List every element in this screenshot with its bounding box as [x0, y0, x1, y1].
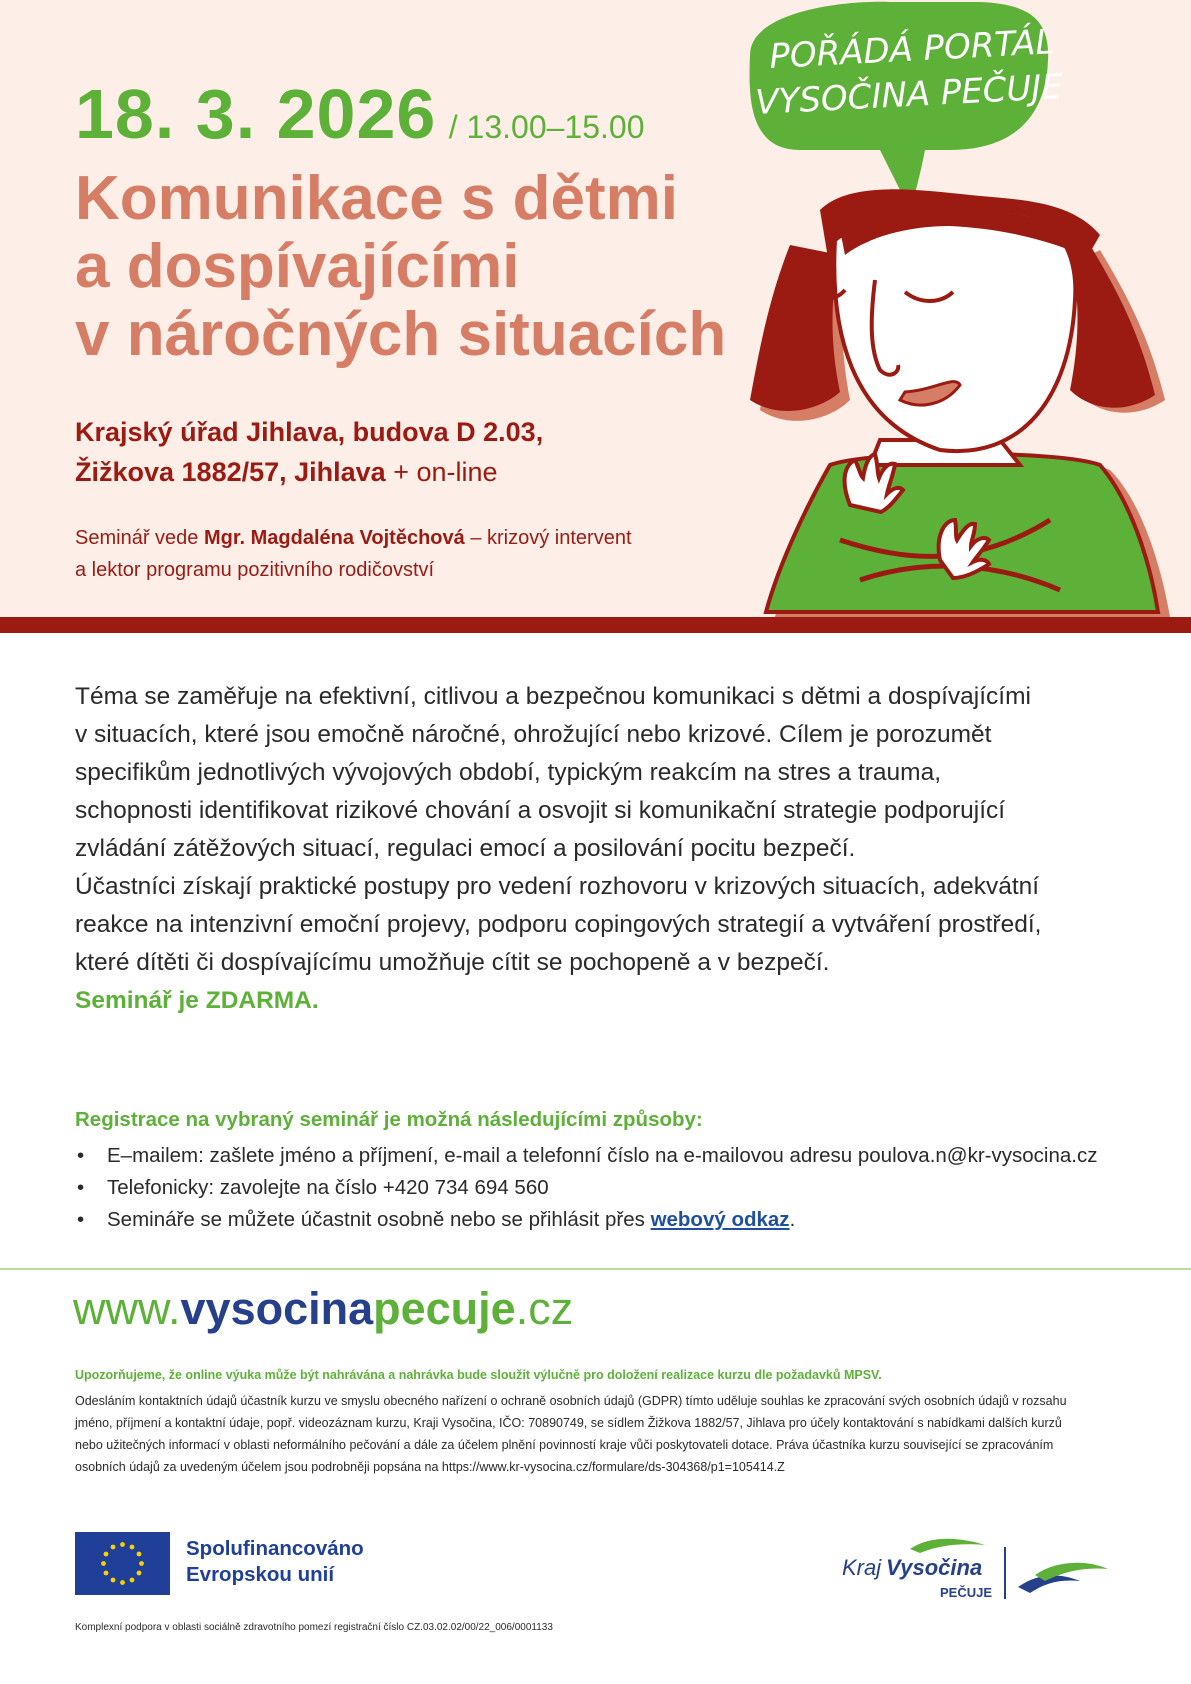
description-line: reakce na intenzivní emoční projevy, podporu copingových strategií a vytváření prostředí, — [75, 911, 1042, 938]
girl-face — [800, 205, 1075, 451]
lecturer-line-2: a lektor programu pozitivního rodičovství — [75, 559, 435, 581]
eu-line-1: Spolufinancováno — [186, 1537, 364, 1560]
description-line: v situacích, které jsou emočně náročné, ohrožující nebo krizové. Cílem je porozumět — [75, 721, 992, 748]
gdpr-line: nebo užitečných informací v oblasti neformálního pečování a dále za účelem plnění povinností kraje vůči poskytovateli dotace. Práva účastníka kurzu související se zpracováním — [75, 1438, 1054, 1452]
speech-bubble — [750, 2, 1065, 210]
website-suffix: .cz — [515, 1283, 574, 1334]
title-line-2: a dospívajícími — [75, 232, 520, 301]
event-venue — [75, 412, 543, 492]
vysocina-text: Vysočina — [886, 1555, 983, 1580]
gdpr-line: Odesláním kontaktních údajů účastník kurzu ve smyslu obecného nařízení o ochraně osobních údajů (GDPR) tímto uděluje souhlas ke zpracování svých osobních údajů v rozsahu — [75, 1394, 1067, 1408]
kraj-text: Kraj — [842, 1555, 882, 1580]
registration-list — [75, 1140, 1097, 1236]
event-time: / 13.00–15.00 — [448, 109, 645, 145]
lecturer-info — [75, 522, 632, 586]
description-line: schopnosti identifikovat rizikové chování a osvojit si komunikační strategie podporující — [75, 797, 1006, 824]
lecturer-role: – krizový intervent — [464, 527, 632, 549]
project-registration-note: Komplexní podpora v oblasti sociálně zdravotního pomezí registrační číslo CZ.03.02.02/00/22_006/0001133 — [75, 1622, 553, 1633]
registration-phone-text: Telefonicky: zavolejte na číslo +420 734 694 560 — [107, 1176, 549, 1199]
registration-online — [75, 1204, 1097, 1236]
bubble-line-2: VYSOČINA PEČUJE — [754, 66, 1064, 123]
description-line: specifikům jednotlivých vývojových období, typickým reakcím na stres a trauma, — [75, 759, 942, 786]
venue-line-2 — [75, 452, 543, 492]
gdpr-line: osobních údajů za uvedeným účelem jsou podrobněji popsána na https://www.kr-vysocina.cz/formulare/ds-304368/p1=105414.Z — [75, 1460, 785, 1474]
bubble-line-1: POŘÁDÁ PORTÁL — [768, 22, 1056, 77]
website-part-b: pecuje — [373, 1283, 516, 1334]
girl-body — [766, 440, 1170, 617]
registration-email — [75, 1140, 1097, 1172]
hero-divider-bar — [0, 617, 1191, 633]
description-line: Téma se zaměřuje na efektivní, citlivou a bezpečnou komunikaci s dětmi a dospívajícími — [75, 683, 1031, 710]
description-line: zvládání zátěžových situací, regulaci emocí a posilování pocitu bezpečí. — [75, 835, 856, 862]
bullet: • — [77, 1144, 85, 1167]
website-part-a: vysocina — [180, 1283, 374, 1334]
event-date: 18. 3. 2026 — [75, 75, 437, 153]
lecturer-prefix: Seminář vede — [75, 527, 204, 549]
event-title — [75, 165, 726, 369]
venue-address: Žižkova 1882/57, Jihlava — [75, 457, 386, 487]
pecuje-text: PEČUJE — [940, 1585, 993, 1600]
description-line: které dítěti či dospívajícímu umožňuje cítit se pochopeně a v bezpečí. — [75, 949, 830, 976]
web-link[interactable]: webový odkaz — [650, 1208, 790, 1231]
eu-line-2: Evropskou unií — [186, 1563, 335, 1586]
bullet: • — [77, 1208, 85, 1231]
girl-illustration — [730, 0, 1191, 617]
eu-cofinanced-label — [186, 1536, 364, 1588]
lecturer-line-1 — [75, 522, 632, 554]
registration-email-text: E–mailem: zašlete jméno a příjmení, e-mail a telefonní číslo na e-mailovou adresu poulova.n@kr-vysocina.cz — [107, 1144, 1098, 1167]
lecturer-name: Mgr. Magdaléna Vojtěchová — [203, 527, 465, 549]
section-divider — [0, 1268, 1191, 1270]
event-date-line — [75, 74, 645, 154]
website-prefix: www. — [73, 1283, 181, 1334]
bullet: • — [77, 1176, 85, 1199]
venue-online: + on-line — [393, 457, 498, 487]
kraj-vysocina-logo — [840, 1535, 1110, 1605]
description-line: Účastníci získají praktické postupy pro vedení rozhovoru v krizových situacích, adekvátní — [75, 873, 1040, 900]
registration-online-suffix: . — [789, 1208, 796, 1231]
eu-stars-icon — [75, 1532, 170, 1595]
title-line-3: v náročných situacích — [75, 300, 727, 369]
title-line-1: Komunikace s dětmi — [75, 164, 678, 233]
eu-flag-logo — [75, 1532, 170, 1595]
free-of-charge-note: Seminář je ZDARMA. — [75, 987, 319, 1014]
website-url[interactable] — [73, 1283, 573, 1335]
gdpr-consent-text — [75, 1390, 1135, 1478]
registration-title: Registrace na vybraný seminář je možná následujícími způsoby: — [75, 1108, 703, 1131]
recording-notice: Upozorňujeme, že online výuka může být nahrávána a nahrávka bude sloužit výlučně pro doložení realizace kurzu dle požadavků MPSV. — [75, 1368, 882, 1382]
seminar-description — [75, 678, 1135, 1020]
registration-online-text: Semináře se můžete účastnit osobně nebo se přihlásit přes — [107, 1208, 651, 1231]
gdpr-line: jméno, příjmení a kontaktní údaje, popř. videozáznam kurzu, Kraji Vysočina, IČO: 70890749, se sídlem Žižkova 1882/57, Jihlava pro účely kontaktování s nabídkami dalších kurzů — [75, 1416, 1062, 1430]
venue-line-1: Krajský úřad Jihlava, budova D 2.03, — [75, 417, 544, 447]
registration-phone — [75, 1172, 1097, 1204]
